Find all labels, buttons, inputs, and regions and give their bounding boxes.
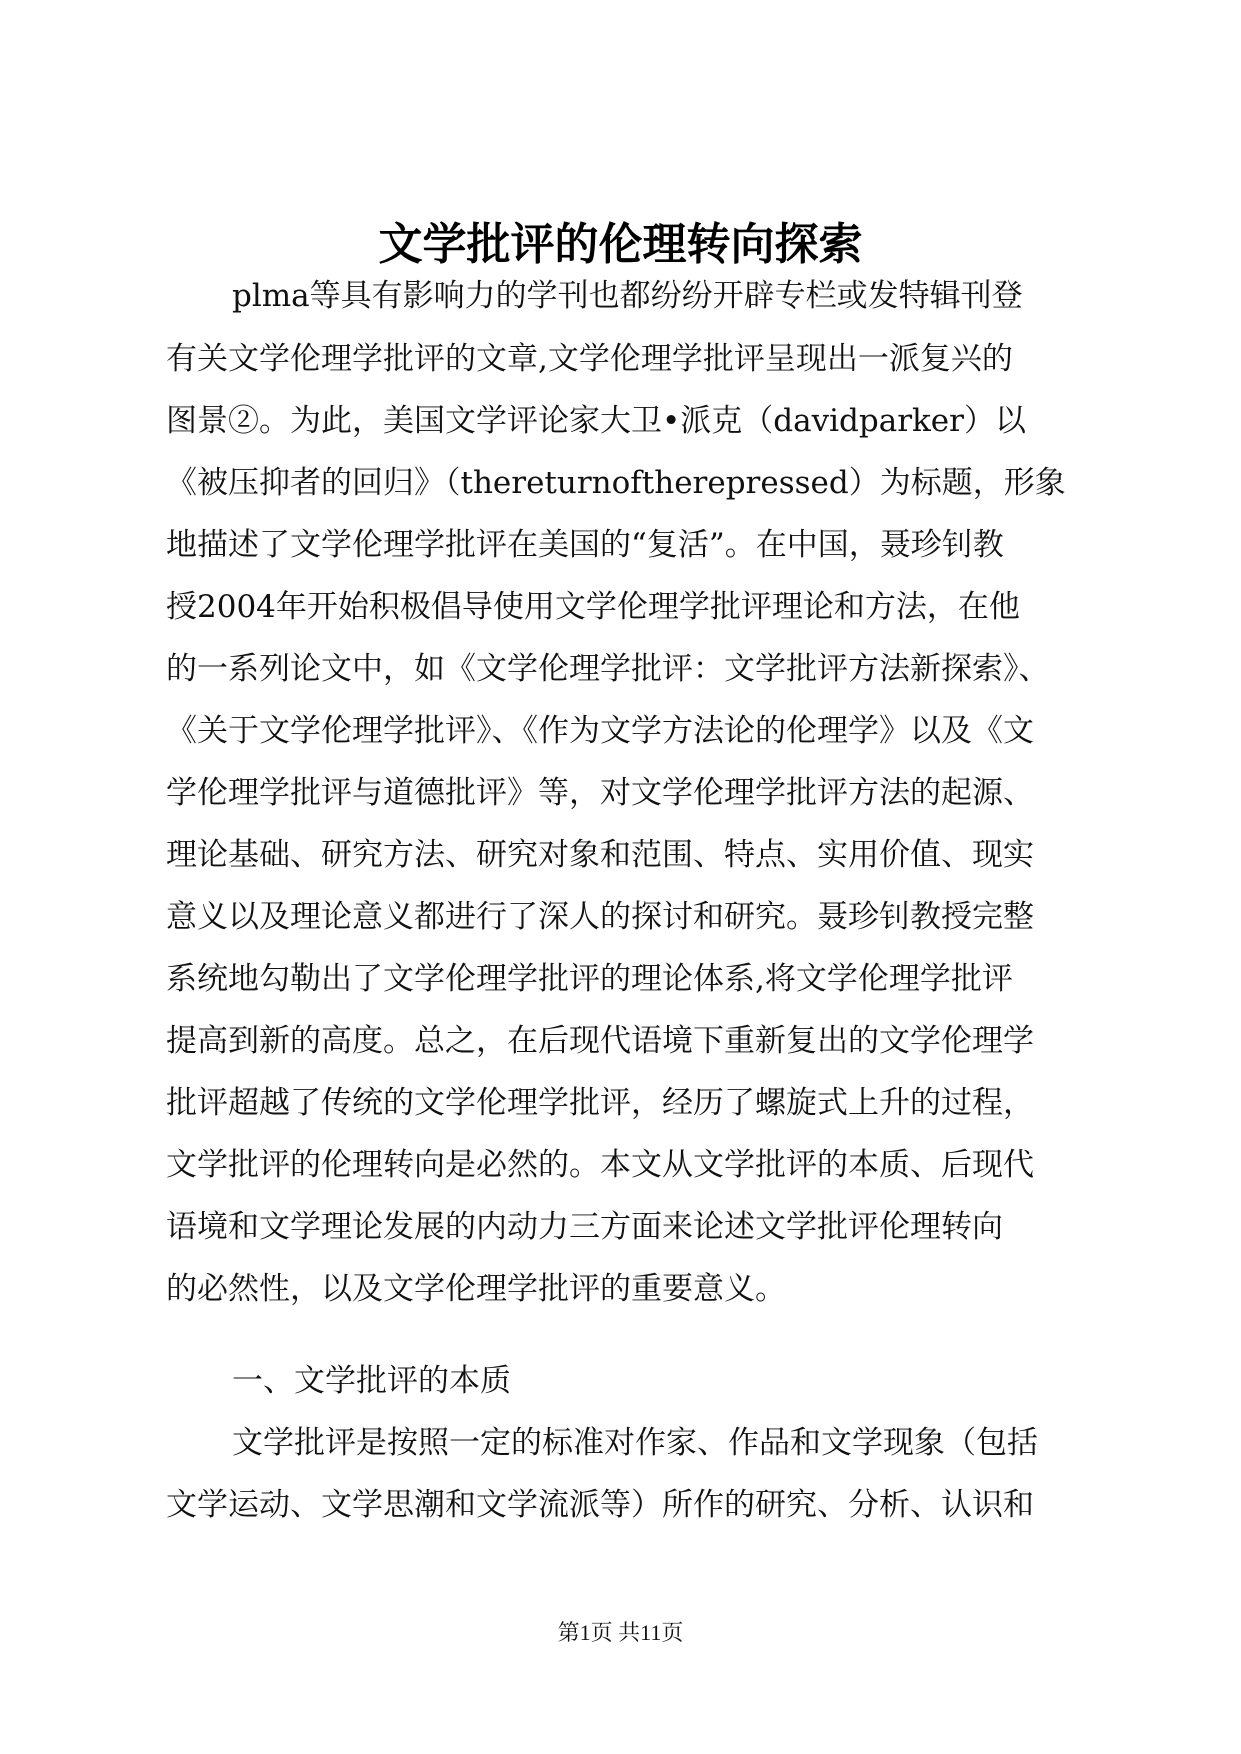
body-line-5: 地描述了文学伦理学批评在美国的“复活”。在中国，聂珍钊教 xyxy=(166,527,1004,563)
body-line-6: 授2004年开始积极倡导使用文学伦理学批评理论和方法，在他 xyxy=(166,589,1020,625)
body-line-12: 系统地勾勒出了文学伦理学批评的理论体系,将文学伦理学批评 xyxy=(166,961,1013,997)
body-line-19: 文学运动、文学思潮和文学流派等）所作的研究、分析、认识和 xyxy=(166,1487,1034,1523)
body-line-14: 批评超越了传统的文学伦理学批评，经历了螺旋式上升的过程， xyxy=(166,1085,1034,1121)
body-line-7: 的一系列论文中，如《文学伦理学批评：文学批评方法新探索》、 xyxy=(166,651,1050,687)
body-line-3: 图景②。为此，美国文学评论家大卫•派克（davidparker）以 xyxy=(166,403,1026,439)
body-line-16: 语境和文学理论发展的内动力三方面来论述文学批评伦理转向 xyxy=(166,1209,1003,1245)
body-line-11: 意义以及理论意义都进行了深人的探讨和研究。聂珍钊教授完整 xyxy=(166,899,1034,935)
body-line-10: 理论基础、研究方法、研究对象和范围、特点、实用价值、现实 xyxy=(166,837,1034,873)
body-line-13: 提高到新的高度。总之，在后现代语境下重新复出的文学伦理学 xyxy=(166,1023,1034,1059)
section-heading: 一、文学批评的本质 xyxy=(232,1363,511,1399)
body-line-1: plma等具有影响力的学刊也都纷纷开辟专栏或发特辑刊登 xyxy=(232,278,1023,314)
body-line-15: 文学批评的伦理转向是必然的。本文从文学批评的本质、后现代 xyxy=(166,1147,1034,1183)
page-footer: 第1页 共11页 xyxy=(557,1620,684,1645)
body-line-4: 《被压抑者的回归》（thereturnoftherepressed）为标题，形象 xyxy=(166,465,1066,501)
body-line-9: 学伦理学批评与道德批评》等，对文学伦理学批评方法的起源、 xyxy=(166,775,1034,811)
document-title: 文学批评的伦理转向探索 xyxy=(378,219,863,270)
body-line-8: 《关于文学伦理学批评》、《作为文学方法论的伦理学》以及《文 xyxy=(166,713,1034,749)
body-line-17: 的必然性，以及文学伦理学批评的重要意义。 xyxy=(166,1271,786,1307)
body-line-2: 有关文学伦理学批评的文章,文学伦理学批评呈现出一派复兴的 xyxy=(166,341,1013,377)
body-line-18: 文学批评是按照一定的标准对作家、作品和文学现象（包括 xyxy=(232,1425,1038,1461)
